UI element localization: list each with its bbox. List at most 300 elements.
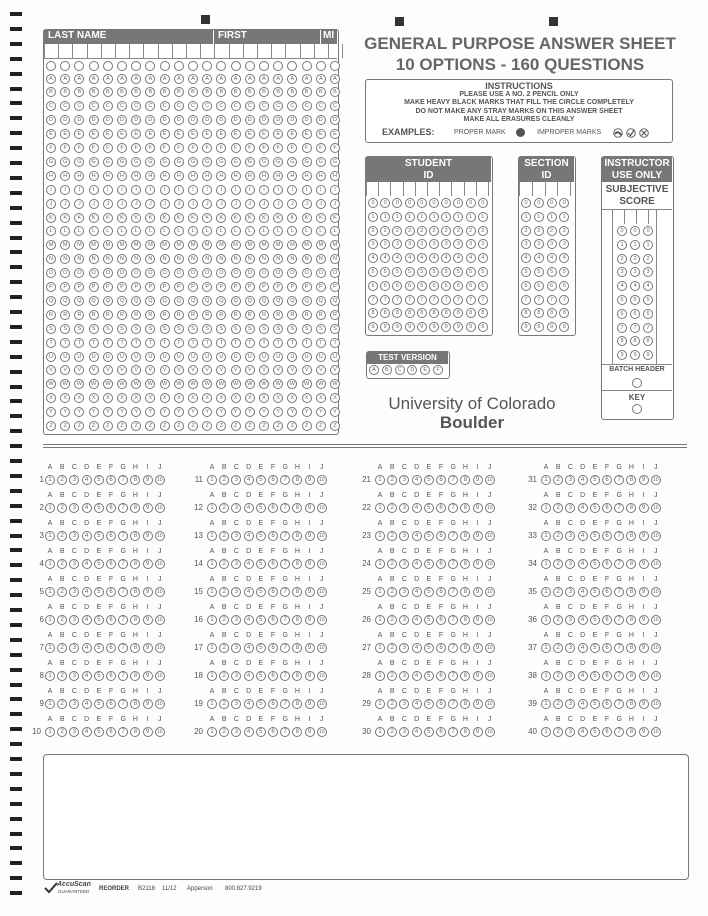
answer-bubble[interactable]: 6 <box>268 671 278 681</box>
answer-bubble[interactable]: 4 <box>82 475 92 485</box>
answer-bubble[interactable]: 7 <box>118 559 128 569</box>
name-bubble[interactable]: R <box>302 310 312 320</box>
answer-bubble[interactable]: 2 <box>219 559 229 569</box>
answer-bubble[interactable]: 8 <box>460 503 470 513</box>
id-digit-bubble[interactable]: 6 <box>453 281 463 291</box>
answer-bubble[interactable]: 6 <box>106 671 116 681</box>
name-bubble[interactable]: I <box>46 185 56 195</box>
answer-bubble[interactable]: 10 <box>155 503 165 513</box>
name-bubble[interactable]: S <box>302 324 312 334</box>
answer-bubble[interactable]: 9 <box>305 503 315 513</box>
name-bubble[interactable]: F <box>74 143 84 153</box>
name-bubble[interactable]: E <box>302 129 312 139</box>
answer-bubble[interactable]: 5 <box>590 475 600 485</box>
name-bubble[interactable]: Z <box>103 421 113 431</box>
answer-bubble[interactable]: 7 <box>614 643 624 653</box>
answer-bubble[interactable]: 1 <box>207 615 217 625</box>
name-bubble[interactable]: I <box>273 185 283 195</box>
id-digit-bubble[interactable]: 8 <box>392 308 402 318</box>
name-bubble[interactable]: P <box>103 282 113 292</box>
answer-bubble[interactable]: 9 <box>473 727 483 737</box>
name-bubble[interactable]: T <box>259 338 269 348</box>
batch-header-bubble[interactable] <box>632 378 642 388</box>
score-digit-bubble[interactable]: 3 <box>617 267 627 277</box>
id-digit-bubble[interactable]: 3 <box>547 239 557 249</box>
name-bubble[interactable]: T <box>330 338 340 348</box>
answer-bubble[interactable]: 5 <box>256 503 266 513</box>
answer-bubble[interactable]: 1 <box>207 531 217 541</box>
answer-bubble[interactable]: 1 <box>207 727 217 737</box>
answer-bubble[interactable]: 9 <box>473 559 483 569</box>
name-bubble[interactable]: N <box>287 254 297 264</box>
name-bubble[interactable]: W <box>145 379 155 389</box>
answer-bubble[interactable]: 4 <box>82 699 92 709</box>
name-bubble[interactable]: W <box>131 379 141 389</box>
answer-bubble[interactable]: 8 <box>292 531 302 541</box>
name-bubble[interactable]: T <box>160 338 170 348</box>
answer-bubble[interactable]: 8 <box>130 643 140 653</box>
name-bubble[interactable]: I <box>188 185 198 195</box>
test-version-bubble[interactable]: F <box>433 365 443 375</box>
name-bubble[interactable]: J <box>188 199 198 209</box>
name-bubble[interactable]: F <box>188 143 198 153</box>
name-bubble-blank[interactable] <box>160 61 170 71</box>
name-bubble[interactable]: K <box>103 213 113 223</box>
answer-bubble[interactable]: 8 <box>460 559 470 569</box>
name-bubble[interactable]: T <box>245 338 255 348</box>
answer-bubble[interactable]: 4 <box>244 559 254 569</box>
name-bubble[interactable]: R <box>131 310 141 320</box>
answer-bubble[interactable]: 4 <box>412 699 422 709</box>
answer-bubble[interactable]: 9 <box>305 643 315 653</box>
answer-bubble[interactable]: 5 <box>590 503 600 513</box>
name-bubble[interactable]: O <box>131 268 141 278</box>
name-bubble[interactable]: Z <box>273 421 283 431</box>
id-digit-bubble[interactable]: 4 <box>521 253 531 263</box>
name-bubble[interactable]: V <box>117 365 127 375</box>
name-bubble[interactable]: D <box>89 115 99 125</box>
id-digit-bubble[interactable]: 9 <box>441 322 451 332</box>
name-bubble[interactable]: D <box>145 115 155 125</box>
name-bubble[interactable]: W <box>174 379 184 389</box>
name-bubble[interactable]: C <box>89 101 99 111</box>
name-bubble[interactable]: G <box>259 157 269 167</box>
score-digit-bubble[interactable]: 5 <box>617 295 627 305</box>
answer-bubble[interactable]: 7 <box>448 727 458 737</box>
name-bubble[interactable]: E <box>216 129 226 139</box>
answer-bubble[interactable]: 6 <box>106 615 116 625</box>
name-bubble[interactable]: I <box>117 185 127 195</box>
answer-bubble[interactable]: 10 <box>485 559 495 569</box>
name-bubble[interactable]: S <box>316 324 326 334</box>
name-bubble[interactable]: N <box>216 254 226 264</box>
score-digit-bubble[interactable]: 2 <box>617 254 627 264</box>
score-digit-bubble[interactable]: 3 <box>630 267 640 277</box>
name-bubble[interactable]: V <box>216 365 226 375</box>
id-digit-bubble[interactable]: 3 <box>466 239 476 249</box>
name-bubble[interactable]: X <box>202 393 212 403</box>
answer-bubble[interactable]: 5 <box>256 531 266 541</box>
answer-bubble[interactable]: 7 <box>614 699 624 709</box>
answer-bubble[interactable]: 3 <box>231 531 241 541</box>
answer-bubble[interactable]: 4 <box>412 559 422 569</box>
name-bubble[interactable]: H <box>74 171 84 181</box>
name-bubble[interactable]: L <box>46 226 56 236</box>
name-bubble[interactable]: X <box>316 393 326 403</box>
answer-bubble[interactable]: 7 <box>448 671 458 681</box>
name-bubble[interactable]: Q <box>216 296 226 306</box>
name-bubble[interactable]: R <box>160 310 170 320</box>
answer-bubble[interactable]: 2 <box>219 699 229 709</box>
id-digit-bubble[interactable]: 3 <box>380 239 390 249</box>
answer-bubble[interactable]: 9 <box>305 475 315 485</box>
answer-bubble[interactable]: 9 <box>305 615 315 625</box>
name-bubble[interactable]: A <box>188 74 198 84</box>
name-bubble[interactable]: N <box>302 254 312 264</box>
name-bubble[interactable]: Z <box>89 421 99 431</box>
answer-bubble[interactable]: 5 <box>590 643 600 653</box>
name-bubble[interactable]: W <box>231 379 241 389</box>
answer-bubble[interactable]: 6 <box>436 559 446 569</box>
name-bubble[interactable]: V <box>46 365 56 375</box>
answer-bubble[interactable]: 10 <box>155 699 165 709</box>
name-bubble[interactable]: J <box>46 199 56 209</box>
answer-bubble[interactable]: 9 <box>639 727 649 737</box>
name-bubble-blank[interactable] <box>46 61 56 71</box>
name-bubble[interactable]: U <box>103 352 113 362</box>
name-bubble[interactable]: K <box>287 213 297 223</box>
answer-bubble[interactable]: 6 <box>436 727 446 737</box>
name-bubble-blank[interactable] <box>302 61 312 71</box>
name-bubble[interactable]: G <box>302 157 312 167</box>
answer-bubble[interactable]: 8 <box>292 671 302 681</box>
answer-bubble[interactable]: 8 <box>130 559 140 569</box>
name-bubble[interactable]: G <box>245 157 255 167</box>
name-bubble[interactable]: H <box>202 171 212 181</box>
id-digit-bubble[interactable]: 2 <box>392 226 402 236</box>
answer-bubble[interactable]: 9 <box>143 587 153 597</box>
name-bubble-blank[interactable] <box>330 61 340 71</box>
name-bubble[interactable]: R <box>60 310 70 320</box>
answer-bubble[interactable]: 5 <box>424 587 434 597</box>
name-bubble[interactable]: A <box>174 74 184 84</box>
name-bubble[interactable]: B <box>202 87 212 97</box>
name-bubble[interactable]: N <box>245 254 255 264</box>
name-bubble[interactable]: I <box>103 185 113 195</box>
id-digit-bubble[interactable]: 4 <box>429 253 439 263</box>
score-digit-bubble[interactable]: 4 <box>630 281 640 291</box>
answer-bubble[interactable]: 4 <box>244 643 254 653</box>
answer-bubble[interactable]: 5 <box>256 727 266 737</box>
name-bubble[interactable]: S <box>60 324 70 334</box>
name-bubble[interactable]: B <box>330 87 340 97</box>
id-digit-bubble[interactable]: 0 <box>392 198 402 208</box>
answer-bubble[interactable]: 3 <box>565 531 575 541</box>
answer-bubble[interactable]: 8 <box>292 503 302 513</box>
name-bubble[interactable]: S <box>330 324 340 334</box>
name-bubble[interactable]: J <box>60 199 70 209</box>
answer-bubble[interactable]: 2 <box>553 727 563 737</box>
answer-bubble[interactable]: 8 <box>460 699 470 709</box>
score-digit-bubble[interactable]: 7 <box>643 323 653 333</box>
id-digit-bubble[interactable]: 5 <box>405 267 415 277</box>
name-bubble[interactable]: H <box>89 171 99 181</box>
name-bubble[interactable]: T <box>74 338 84 348</box>
id-digit-bubble[interactable]: 2 <box>429 226 439 236</box>
name-bubble[interactable]: V <box>287 365 297 375</box>
answer-bubble[interactable]: 10 <box>317 671 327 681</box>
name-bubble[interactable]: V <box>160 365 170 375</box>
name-bubble[interactable]: S <box>245 324 255 334</box>
answer-bubble[interactable]: 7 <box>118 643 128 653</box>
answer-bubble[interactable]: 3 <box>69 699 79 709</box>
answer-bubble[interactable]: 9 <box>143 699 153 709</box>
name-bubble[interactable]: S <box>160 324 170 334</box>
answer-bubble[interactable]: 7 <box>280 615 290 625</box>
id-digit-bubble[interactable]: 9 <box>534 322 544 332</box>
id-digit-bubble[interactable]: 3 <box>534 239 544 249</box>
answer-bubble[interactable]: 7 <box>448 615 458 625</box>
score-digit-bubble[interactable]: 6 <box>630 309 640 319</box>
answer-bubble[interactable]: 8 <box>626 643 636 653</box>
name-bubble[interactable]: R <box>89 310 99 320</box>
name-bubble[interactable]: J <box>202 199 212 209</box>
score-digit-bubble[interactable]: 2 <box>630 254 640 264</box>
name-bubble[interactable]: T <box>231 338 241 348</box>
answer-bubble[interactable]: 10 <box>155 671 165 681</box>
id-digit-bubble[interactable]: 1 <box>453 212 463 222</box>
name-bubble[interactable]: U <box>46 352 56 362</box>
answer-bubble[interactable]: 2 <box>553 587 563 597</box>
name-bubble-blank[interactable] <box>174 61 184 71</box>
answer-bubble[interactable]: 9 <box>639 699 649 709</box>
answer-bubble[interactable]: 7 <box>118 587 128 597</box>
answer-bubble[interactable]: 7 <box>280 727 290 737</box>
name-bubble[interactable]: Z <box>188 421 198 431</box>
answer-bubble[interactable]: 2 <box>219 587 229 597</box>
name-bubble[interactable]: E <box>259 129 269 139</box>
name-bubble[interactable]: E <box>117 129 127 139</box>
name-bubble[interactable]: D <box>216 115 226 125</box>
name-bubble[interactable]: W <box>60 379 70 389</box>
name-bubble[interactable]: G <box>316 157 326 167</box>
id-digit-bubble[interactable]: 7 <box>521 295 531 305</box>
answer-bubble[interactable]: 10 <box>317 615 327 625</box>
name-bubble[interactable]: G <box>131 157 141 167</box>
answer-bubble[interactable]: 1 <box>45 699 55 709</box>
name-bubble[interactable]: X <box>89 393 99 403</box>
answer-bubble[interactable]: 8 <box>130 615 140 625</box>
answer-bubble[interactable]: 1 <box>375 531 385 541</box>
id-digit-bubble[interactable]: 0 <box>417 198 427 208</box>
name-bubble[interactable]: S <box>231 324 241 334</box>
name-bubble[interactable]: Z <box>160 421 170 431</box>
id-digit-bubble[interactable]: 3 <box>405 239 415 249</box>
answer-bubble[interactable]: 3 <box>231 699 241 709</box>
name-bubble[interactable]: K <box>231 213 241 223</box>
name-bubble[interactable]: A <box>117 74 127 84</box>
name-bubble[interactable]: C <box>302 101 312 111</box>
name-bubble[interactable]: O <box>216 268 226 278</box>
name-bubble[interactable]: V <box>103 365 113 375</box>
name-bubble[interactable]: O <box>174 268 184 278</box>
name-bubble[interactable]: F <box>89 143 99 153</box>
id-digit-bubble[interactable]: 4 <box>441 253 451 263</box>
name-bubble[interactable]: W <box>89 379 99 389</box>
id-digit-bubble[interactable]: 9 <box>368 322 378 332</box>
name-bubble[interactable]: B <box>259 87 269 97</box>
name-bubble[interactable]: A <box>145 74 155 84</box>
name-bubble[interactable]: L <box>131 226 141 236</box>
score-digit-bubble[interactable]: 8 <box>617 336 627 346</box>
name-bubble[interactable]: U <box>202 352 212 362</box>
name-bubble[interactable]: Q <box>46 296 56 306</box>
answer-bubble[interactable]: 5 <box>256 615 266 625</box>
name-bubble[interactable]: Z <box>316 421 326 431</box>
name-bubble[interactable]: P <box>174 282 184 292</box>
id-digit-bubble[interactable]: 7 <box>405 295 415 305</box>
answer-bubble[interactable]: 4 <box>244 503 254 513</box>
answer-bubble[interactable]: 2 <box>553 699 563 709</box>
name-bubble[interactable]: M <box>188 240 198 250</box>
name-bubble[interactable]: F <box>216 143 226 153</box>
answer-bubble[interactable]: 3 <box>565 643 575 653</box>
name-bubble[interactable]: T <box>174 338 184 348</box>
score-digit-bubble[interactable]: 4 <box>643 281 653 291</box>
answer-bubble[interactable]: 7 <box>448 475 458 485</box>
answer-bubble[interactable]: 1 <box>375 587 385 597</box>
answer-bubble[interactable]: 2 <box>57 615 67 625</box>
id-digit-bubble[interactable]: 5 <box>441 267 451 277</box>
name-bubble[interactable]: G <box>74 157 84 167</box>
name-bubble[interactable]: J <box>231 199 241 209</box>
name-bubble[interactable]: R <box>273 310 283 320</box>
answer-bubble[interactable]: 9 <box>305 727 315 737</box>
answer-bubble[interactable]: 4 <box>578 587 588 597</box>
answer-bubble[interactable]: 6 <box>268 559 278 569</box>
name-bubble[interactable]: G <box>145 157 155 167</box>
answer-bubble[interactable]: 5 <box>94 615 104 625</box>
name-bubble[interactable]: O <box>145 268 155 278</box>
answer-bubble[interactable]: 5 <box>590 727 600 737</box>
answer-bubble[interactable]: 8 <box>292 643 302 653</box>
name-bubble[interactable]: S <box>117 324 127 334</box>
name-bubble[interactable]: X <box>145 393 155 403</box>
id-digit-bubble[interactable]: 1 <box>368 212 378 222</box>
answer-bubble[interactable]: 10 <box>155 587 165 597</box>
name-bubble[interactable]: I <box>287 185 297 195</box>
name-bubble[interactable]: A <box>202 74 212 84</box>
id-digit-bubble[interactable]: 6 <box>417 281 427 291</box>
name-bubble[interactable]: Z <box>60 421 70 431</box>
answer-bubble[interactable]: 8 <box>292 615 302 625</box>
name-bubble[interactable]: L <box>202 226 212 236</box>
name-bubble[interactable]: E <box>287 129 297 139</box>
name-bubble[interactable]: F <box>330 143 340 153</box>
answer-bubble[interactable]: 7 <box>614 475 624 485</box>
name-bubble[interactable]: V <box>188 365 198 375</box>
name-bubble[interactable]: N <box>103 254 113 264</box>
name-bubble[interactable]: C <box>46 101 56 111</box>
name-bubble[interactable]: E <box>245 129 255 139</box>
answer-bubble[interactable]: 1 <box>45 587 55 597</box>
answer-bubble[interactable]: 10 <box>317 643 327 653</box>
name-bubble[interactable]: C <box>287 101 297 111</box>
id-digit-bubble[interactable]: 4 <box>405 253 415 263</box>
name-bubble[interactable]: C <box>316 101 326 111</box>
answer-bubble[interactable]: 5 <box>94 671 104 681</box>
answer-bubble[interactable]: 1 <box>207 475 217 485</box>
id-digit-bubble[interactable]: 2 <box>466 226 476 236</box>
name-bubble[interactable]: R <box>259 310 269 320</box>
name-bubble[interactable]: Y <box>174 407 184 417</box>
name-bubble[interactable]: S <box>216 324 226 334</box>
name-bubble[interactable]: P <box>330 282 340 292</box>
name-bubble[interactable]: I <box>216 185 226 195</box>
answer-bubble[interactable]: 6 <box>436 475 446 485</box>
id-digit-bubble[interactable]: 9 <box>380 322 390 332</box>
answer-bubble[interactable]: 8 <box>292 587 302 597</box>
answer-bubble[interactable]: 3 <box>565 699 575 709</box>
name-bubble[interactable]: F <box>259 143 269 153</box>
id-digit-bubble[interactable]: 1 <box>521 212 531 222</box>
answer-bubble[interactable]: 1 <box>541 475 551 485</box>
name-bubble[interactable]: U <box>160 352 170 362</box>
answer-bubble[interactable]: 5 <box>590 531 600 541</box>
answer-bubble[interactable]: 8 <box>130 475 140 485</box>
answer-bubble[interactable]: 2 <box>57 727 67 737</box>
name-bubble[interactable]: S <box>287 324 297 334</box>
name-bubble[interactable]: L <box>60 226 70 236</box>
answer-bubble[interactable]: 3 <box>399 475 409 485</box>
name-bubble[interactable]: P <box>46 282 56 292</box>
name-bubble[interactable]: T <box>302 338 312 348</box>
answer-bubble[interactable]: 1 <box>207 503 217 513</box>
id-digit-bubble[interactable]: 6 <box>441 281 451 291</box>
answer-bubble[interactable]: 3 <box>399 531 409 541</box>
id-digit-bubble[interactable]: 8 <box>380 308 390 318</box>
name-bubble[interactable]: B <box>117 87 127 97</box>
name-bubble[interactable]: J <box>131 199 141 209</box>
name-bubble[interactable]: I <box>330 185 340 195</box>
answer-bubble[interactable]: 4 <box>82 531 92 541</box>
answer-bubble[interactable]: 10 <box>155 615 165 625</box>
name-bubble[interactable]: F <box>202 143 212 153</box>
answer-bubble[interactable]: 5 <box>590 615 600 625</box>
answer-bubble[interactable]: 7 <box>614 559 624 569</box>
id-digit-bubble[interactable]: 1 <box>392 212 402 222</box>
answer-bubble[interactable]: 6 <box>602 727 612 737</box>
id-digit-bubble[interactable]: 4 <box>368 253 378 263</box>
name-bubble[interactable]: E <box>174 129 184 139</box>
name-bubble[interactable]: V <box>145 365 155 375</box>
answer-bubble[interactable]: 9 <box>639 503 649 513</box>
answer-bubble[interactable]: 6 <box>268 727 278 737</box>
answer-bubble[interactable]: 4 <box>244 671 254 681</box>
name-bubble[interactable]: V <box>273 365 283 375</box>
name-bubble[interactable]: P <box>188 282 198 292</box>
answer-bubble[interactable]: 5 <box>424 699 434 709</box>
name-bubble[interactable]: O <box>74 268 84 278</box>
id-digit-bubble[interactable]: 0 <box>466 198 476 208</box>
name-bubble[interactable]: D <box>117 115 127 125</box>
answer-bubble[interactable]: 8 <box>460 671 470 681</box>
name-bubble[interactable]: G <box>174 157 184 167</box>
name-bubble[interactable]: K <box>216 213 226 223</box>
id-digit-bubble[interactable]: 1 <box>466 212 476 222</box>
name-bubble[interactable]: M <box>245 240 255 250</box>
id-digit-bubble[interactable]: 0 <box>405 198 415 208</box>
